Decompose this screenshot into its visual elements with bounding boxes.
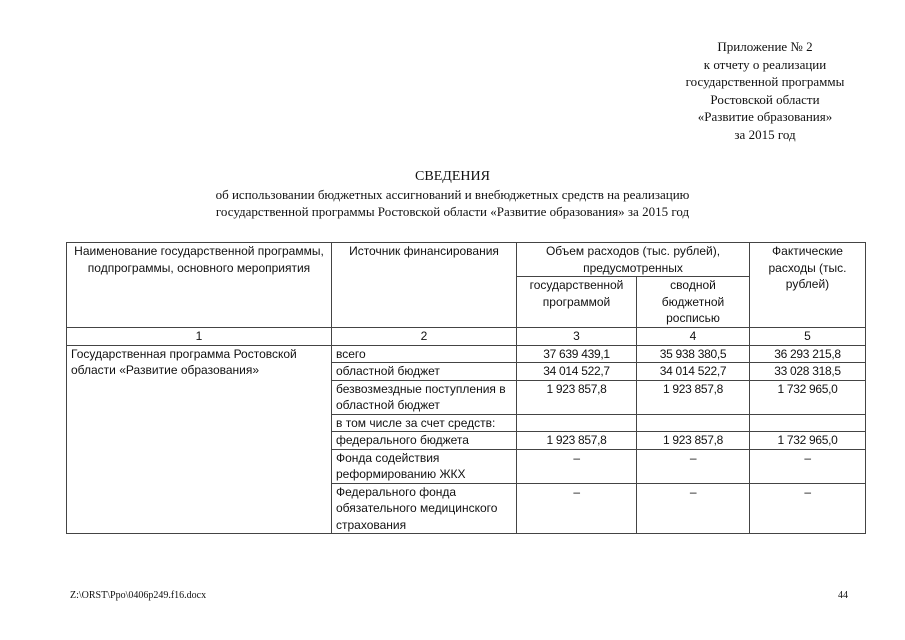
budget-cell: 1 923 857,8 — [637, 380, 750, 414]
header-state-program: государственной программой — [517, 277, 637, 328]
appendix-line: Приложение № 2 — [717, 39, 813, 54]
budget-cell: 1 923 857,8 — [637, 432, 750, 450]
budget-cell: – — [637, 449, 750, 483]
column-number: 1 — [67, 328, 332, 346]
column-number: 4 — [637, 328, 750, 346]
appendix-line: «Развитие образования» — [697, 109, 833, 124]
document-title: СВЕДЕНИЯ — [415, 169, 490, 184]
header-funding-source: Источник финансирования — [332, 243, 517, 328]
source-cell: Фонда содействия реформированию ЖКХ — [332, 449, 517, 483]
appendix-line: к отчету о реализации — [703, 56, 827, 72]
budget-cell — [637, 414, 750, 432]
appendix-block — [640, 38, 890, 143]
appendix-line: Ростовской области — [710, 91, 820, 107]
expenses-table — [66, 242, 866, 534]
planned-cell: 1 923 857,8 — [517, 432, 637, 450]
source-cell: безвозмездные поступления в областной бюджет — [332, 380, 517, 414]
appendix-line: за 2015 год — [734, 126, 796, 142]
source-cell: всего — [332, 345, 517, 363]
planned-cell: 1 923 857,8 — [517, 380, 637, 414]
budget-cell: 35 938 380,5 — [637, 345, 750, 363]
planned-cell: – — [517, 449, 637, 483]
page-number: 44 — [838, 590, 848, 601]
actual-cell: 1 732 965,0 — [750, 380, 866, 414]
column-number: 3 — [517, 328, 637, 346]
document-subtitle: государственной программы Ростовской области «Развитие образования» за 2015 год — [215, 204, 690, 219]
planned-cell: 34 014 522,7 — [517, 363, 637, 381]
column-number: 5 — [750, 328, 866, 346]
document-subtitle: об использовании бюджетных ассигнований и внебюджетных средств на реализацию — [215, 186, 690, 202]
header-actual-expenses: Фактические расходы (тыс. рублей) — [750, 243, 866, 328]
column-numbers-row — [67, 328, 866, 346]
header-program-name: Наименование государственной программы, подпрограммы, основного мероприятия — [67, 243, 332, 328]
actual-cell: 36 293 215,8 — [750, 345, 866, 363]
actual-cell: – — [750, 449, 866, 483]
program-name-cell: Государственная программа Ростовской области «Развитие образования» — [67, 345, 332, 534]
actual-cell — [750, 414, 866, 432]
actual-cell: – — [750, 483, 866, 534]
document-heading — [80, 168, 825, 221]
source-cell: федерального бюджета — [332, 432, 517, 450]
actual-cell: 33 028 318,5 — [750, 363, 866, 381]
column-number: 2 — [332, 328, 517, 346]
appendix-line: государственной программы — [685, 74, 845, 89]
header-budget-list: сводной бюджетной росписью — [637, 277, 750, 328]
source-cell: областной бюджет — [332, 363, 517, 381]
budget-cell: – — [637, 483, 750, 534]
planned-cell — [517, 414, 637, 432]
table-row — [67, 345, 866, 363]
budget-cell: 34 014 522,7 — [637, 363, 750, 381]
planned-cell: – — [517, 483, 637, 534]
table-header-row — [67, 243, 866, 277]
header-planned-volume: Объем расходов (тыс. рублей), предусмотренных — [517, 243, 750, 277]
source-cell: в том числе за счет средств: — [332, 414, 517, 432]
source-cell: Федерального фонда обязательного медицинского страхования — [332, 483, 517, 534]
actual-cell: 1 732 965,0 — [750, 432, 866, 450]
file-path: Z:\ORST\Ppo\0406p249.f16.docx — [70, 590, 207, 601]
planned-cell: 37 639 439,1 — [517, 345, 637, 363]
